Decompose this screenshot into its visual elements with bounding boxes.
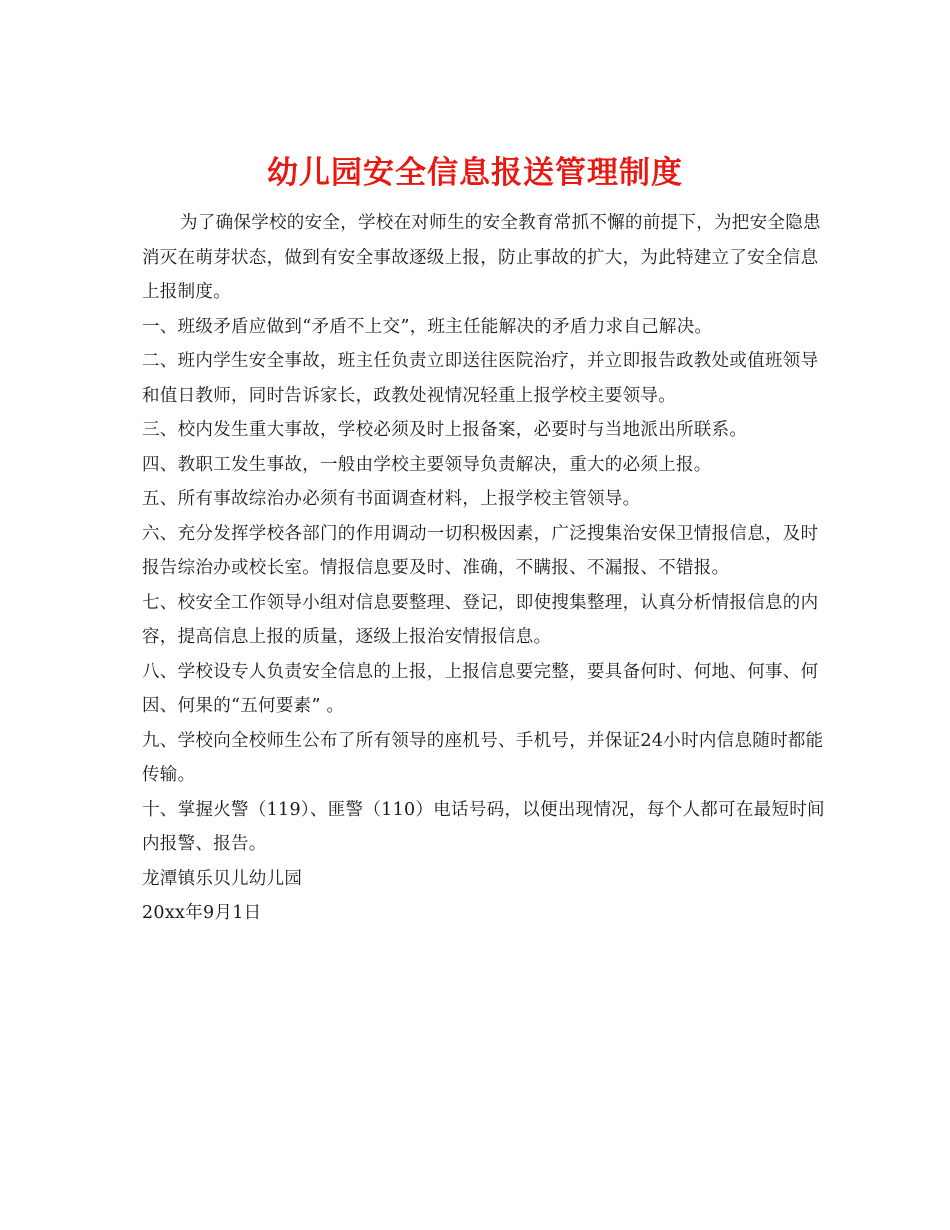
- rule-item-2: 二、班内学生安全事故，班主任负责立即送往医院治疗，并立即报告政教处或值班领导和值日教师，同时告诉家长，政教处视情况轻重上报学校主要领导。: [142, 351, 819, 406]
- rule-item-1: 一、班级矛盾应做到“矛盾不上交”，班主任能解决的矛盾力求自己解决。: [142, 316, 713, 337]
- rule-item-4: 四、教职工发生事故，一般由学校主要领导负责解决，重大的必须上报。: [142, 454, 712, 475]
- rule-item-8: 八、学校设专人负责安全信息的上报，上报信息要完整，要具备何时、何地、何事、何因、何果的“五何要素” 。: [142, 661, 819, 716]
- document-title: 幼儿园安全信息报送管理制度: [267, 154, 683, 191]
- rule-item-7: 七、校安全工作领导小组对信息要整理、登记，即使搜集整理，认真分析情报信息的内容，提高信息上报的质量，逐级上报治安情报信息。: [142, 592, 819, 647]
- rule-item-9: 九、学校向全校师生公布了所有领导的座机号、手机号，并保证24小时内信息随时都能传输。: [142, 730, 824, 785]
- intro-paragraph: 为了确保学校的安全，学校在对师生的安全教育常抓不懈的前提下，为把安全隐患消灭在萌芽状态，做到有安全事故逐级上报，防止事故的扩大，为此特建立了安全信息上报制度。: [142, 213, 821, 302]
- document-body: [142, 206, 832, 931]
- rule-item-10: 十、掌握火警（119）、匪警（110）电话号码，以便出现情况，每个人都可在最短时间内报警、报告。: [142, 799, 825, 854]
- signature: 龙潭镇乐贝儿幼儿园: [142, 868, 303, 889]
- rule-item-5: 五、所有事故综治办必须有书面调查材料，上报学校主管领导。: [142, 489, 641, 509]
- document-date: 20xx年9月1日: [142, 903, 262, 923]
- rule-item-3: 三、校内发生重大事故，学校必须及时上报备案，必要时与当地派出所联系。: [142, 420, 748, 440]
- rule-item-6: 六、充分发挥学校各部门的作用调动一切积极因素，广泛搜集治安保卫情报信息，及时报告综治办或校长室。情报信息要及时、准确，不瞒报、不漏报、不错报。: [142, 523, 819, 578]
